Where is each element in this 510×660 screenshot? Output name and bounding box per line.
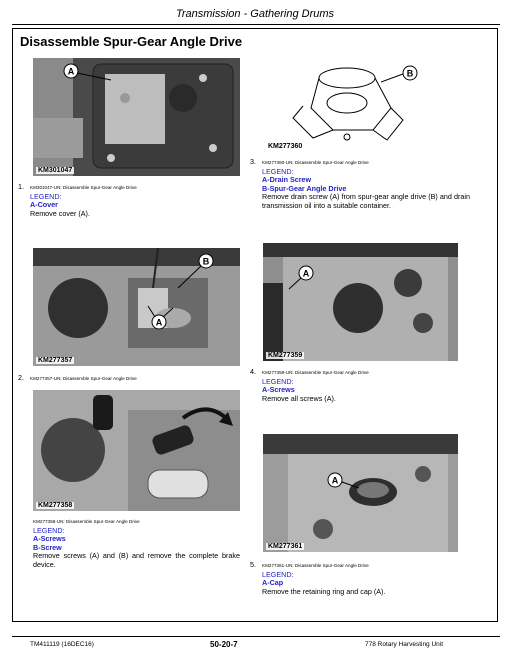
figure-id-label: KM277358 <box>38 502 73 509</box>
figure-2-callout-a: A <box>155 317 163 328</box>
footer-rule <box>12 636 500 637</box>
step-number: 2. <box>18 373 24 382</box>
legend-label: LEGEND: <box>33 525 65 535</box>
figure-km277359 <box>263 243 458 361</box>
legend-item: A-Drain Screw <box>262 175 312 185</box>
figure-km277358-photo <box>33 390 240 511</box>
legend-item: A-Screws <box>33 534 66 544</box>
instruction-text: Remove the retaining ring and cap (A). <box>262 586 386 596</box>
figure-km277360-drawing <box>263 58 430 152</box>
section-title: Disassemble Spur-Gear Angle Drive <box>20 34 243 49</box>
step-number: 1. <box>18 182 24 191</box>
running-header: Transmission - Gathering Drums <box>175 8 335 20</box>
figure-2-callout-b: B <box>202 256 210 267</box>
legend-label: LEGEND: <box>30 191 62 201</box>
figure-caption: KM277359-UN: Disassemble Spur-Gear Angle Drive <box>262 370 369 375</box>
step-1 <box>18 182 240 218</box>
legend-item: B-Screw <box>33 542 62 552</box>
figure-km301047-photo <box>33 58 240 176</box>
step-3 <box>250 157 470 211</box>
legend-label: LEGEND: <box>262 569 294 579</box>
figure-5-callout-a: A <box>302 268 310 279</box>
figure-km277360 <box>263 58 430 152</box>
step-4 <box>250 367 470 403</box>
figure-km277357 <box>33 248 240 366</box>
figure-caption: KM301047-UN: Disassemble Spur-Gear Angle Drive <box>30 185 137 190</box>
instruction-text: Remove cover (A). <box>30 208 90 218</box>
figure-id-label: KM301047 <box>38 167 73 174</box>
step-number: 4. <box>250 367 256 376</box>
figure-km277359-photo <box>263 243 458 361</box>
legend-label: LEGEND: <box>262 376 294 386</box>
step-5 <box>250 560 470 596</box>
step-2-legend <box>33 517 240 570</box>
figure-id-label: KM277360 <box>268 143 303 150</box>
legend-item: A-Cover <box>30 200 58 210</box>
figure-km277358 <box>33 390 240 511</box>
figure-caption: KM277361-UN: Disassemble Spur-Gear Angle Drive <box>262 563 369 568</box>
instruction-text: Remove all screws (A). <box>262 393 336 403</box>
figure-km277361-photo <box>263 434 458 552</box>
step-2 <box>18 373 240 384</box>
figure-km277361 <box>263 434 458 552</box>
legend-label: LEGEND: <box>262 166 294 176</box>
figure-id-label: KM277361 <box>268 543 303 550</box>
figure-6-callout-a: A <box>331 475 339 486</box>
footer-manual-id: TM411119 (16DEC16) <box>30 641 94 648</box>
figure-km301047 <box>33 58 240 176</box>
figure-caption: KM277360-UN: Disassemble Spur-Gear Angle Drive <box>262 160 369 165</box>
figure-id-label: KM277357 <box>38 357 73 364</box>
legend-item: B-Spur-Gear Angle Drive <box>262 183 347 193</box>
figure-caption: KM277358-UN: Disassemble Spur-Gear Angle Drive <box>33 519 140 524</box>
legend-item: A-Cap <box>262 578 284 588</box>
figure-id-label: KM277359 <box>268 352 303 359</box>
step-number: 5. <box>250 560 256 569</box>
legend-item: A-Screws <box>262 385 295 395</box>
footer-product-name: 778 Rotary Harvesting Unit <box>365 641 444 648</box>
header-rule <box>12 24 500 25</box>
figure-4-callout-b: B <box>406 68 414 79</box>
figure-km277357-photo <box>33 248 240 366</box>
footer-page-number: 50-20-7 <box>210 640 238 649</box>
step-number: 3. <box>250 157 256 166</box>
figure-caption: KM277357-UN: Disassemble Spur-Gear Angle Drive <box>30 376 137 381</box>
instruction-text: Remove drain screw (A) from spur-gear angle drive (B) and drain transmission oil into a suitable container. <box>262 192 470 210</box>
figure-1-callout-a: A <box>67 66 75 77</box>
instruction-text: Remove screws (A) and (B) and remove the complete brake device. <box>33 551 240 569</box>
